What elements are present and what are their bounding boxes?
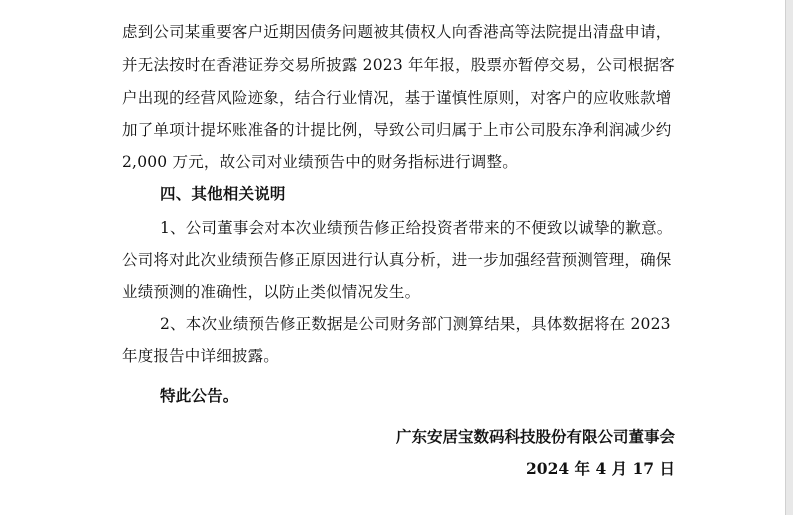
body-text-line: 户出现的经营风险迹象，结合行业情况，基于谨慎性原则，对客户的应收账款增 bbox=[122, 89, 672, 107]
body-text-line: 2,000 万元，故公司对业绩预告中的财务指标进行调整。 bbox=[122, 153, 518, 171]
body-text-line: 虑到公司某重要客户近期因债务问题被其债权人向香港高等法院提出清盘申请， bbox=[122, 23, 672, 41]
body-text-line: 业绩预测的准确性，以防止类似情况发生。 bbox=[122, 283, 421, 301]
body-text-line: 加了单项计提坏账准备的计提比例，导致公司归属于上市公司股东净利润减少约 bbox=[122, 121, 672, 139]
body-text-line: 并无法按时在香港证券交易所披露 2023 年年报，股票亦暂停交易，公司根据客 bbox=[122, 56, 675, 74]
section-heading: 四、其他相关说明 bbox=[160, 184, 286, 203]
signature-date: 2024 年 4 月 17 日 bbox=[526, 459, 675, 478]
body-text-line: 1、公司董事会对本次业绩预告修正给投资者带来的不便致以诚挚的歉意。 bbox=[160, 219, 673, 237]
signature-company: 广东安居宝数码科技股份有限公司董事会 bbox=[395, 427, 675, 446]
closing-statement: 特此公告。 bbox=[160, 386, 239, 405]
body-text-line: 公司将对此次业绩预告修正原因进行认真分析，进一步加强经营预测管理，确保 bbox=[122, 251, 672, 269]
body-text-line: 年度报告中详细披露。 bbox=[122, 347, 280, 365]
body-text-line: 2、本次业绩预告修正数据是公司财务部门测算结果，具体数据将在 2023 bbox=[160, 315, 671, 333]
